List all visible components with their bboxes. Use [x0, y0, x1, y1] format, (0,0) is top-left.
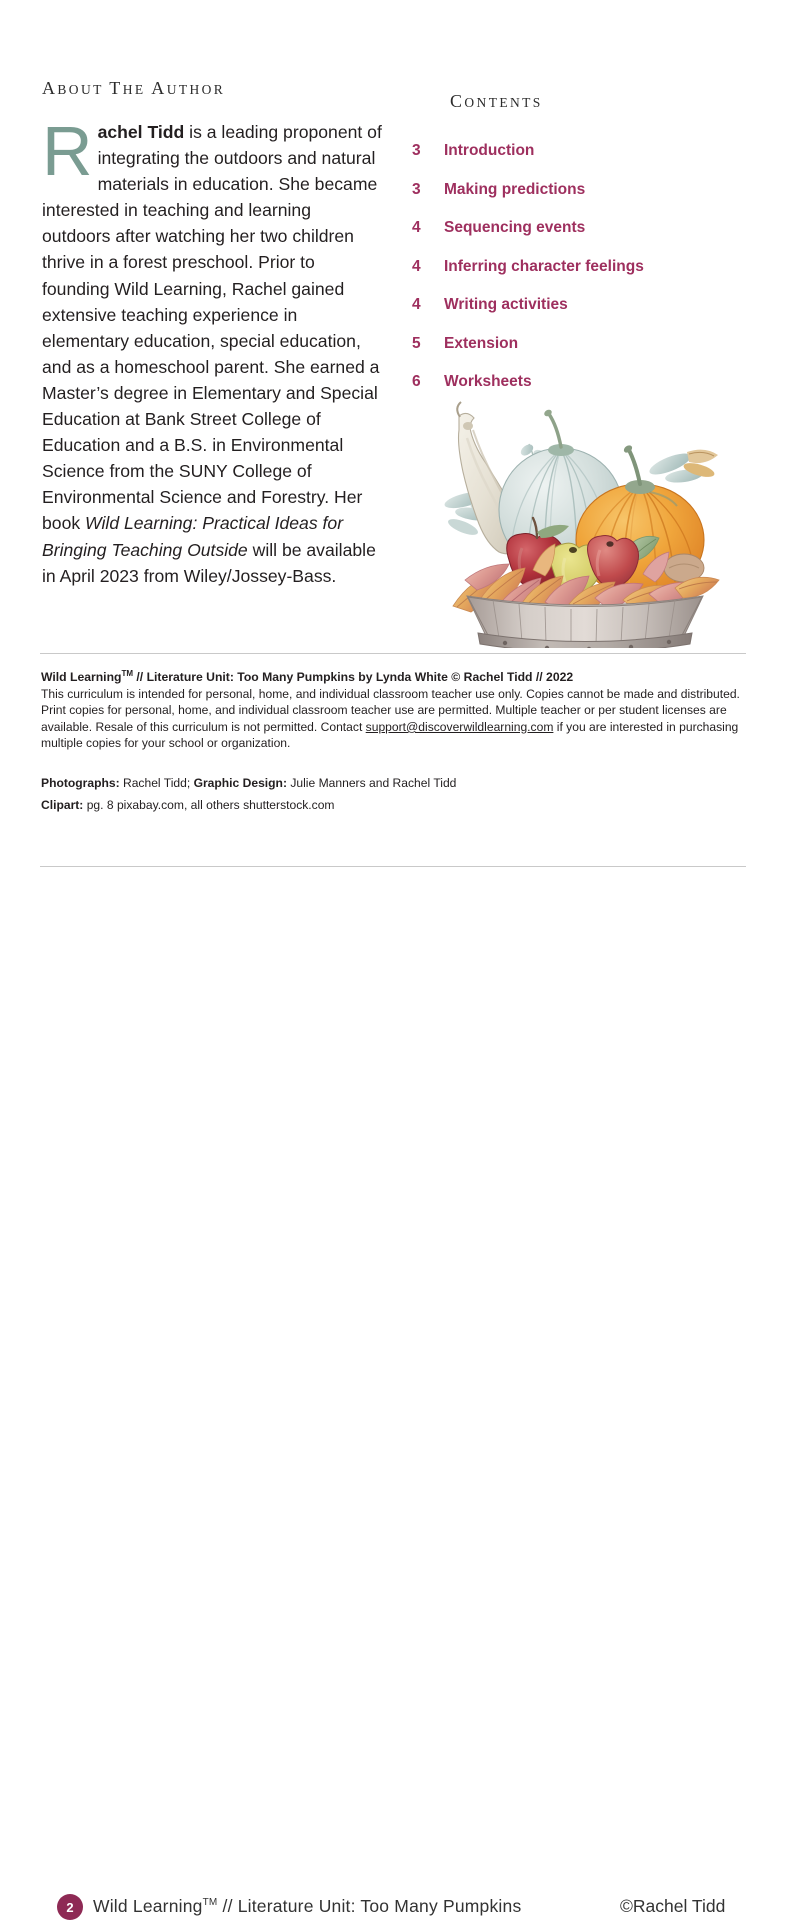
photographs-value: Rachel Tidd; — [119, 776, 194, 790]
copyright-body-part-2: if you are interested in purchasing multiple copies for your school or organization. — [41, 719, 739, 751]
toc-entry-extension[interactable] — [412, 335, 744, 353]
contents-column — [412, 78, 744, 412]
footer-title-before-tm: Wild Learning — [93, 1896, 203, 1916]
footer-copyright: ©Rachel Tidd — [620, 1896, 726, 1916]
author-bio-text-part-1: is a leading proponent of integrating the outdoors and natural materials in education. She became interested in teaching and learning outdoors after watching her two children thrive in a forest preschool. Prior to founding Wild Learning, Rachel gained extensive teaching experience in elementary education, special education, and as a homeschool parent. She earned a Master’s degree in Elementary and Special Education at Bank Street College of Education and a B.S. in Environmental Science from the SUNY College of Environmental Science and Forestry. Her book — [42, 122, 382, 534]
footer-title-after-tm: // Literature Unit: Too Many Pumpkins — [217, 1896, 522, 1916]
support-email-link[interactable]: support@discoverwildlearning.com — [365, 719, 554, 734]
toc-page-number: 4 — [412, 219, 421, 236]
author-name-bold: achel Tidd — [97, 122, 185, 142]
basket-of-pumpkins-illustration — [437, 392, 733, 648]
toc-page-number: 5 — [412, 334, 421, 352]
contents-heading: CONTENTS — [450, 91, 543, 111]
horizontal-rule-top — [40, 653, 746, 654]
table-of-contents-list — [412, 142, 744, 391]
about-the-author-column — [42, 78, 384, 589]
about-the-author-heading: ABOUT THE AUTHOR — [42, 78, 226, 98]
photographs-label: Photographs: — [41, 776, 120, 790]
toc-page-number: 3 — [412, 142, 421, 159]
toc-entry-writing-activities[interactable] — [412, 296, 744, 314]
author-bio-paragraph — [42, 112, 384, 589]
book-title-italic: Wild Learning: Practical Ideas for Bringing Teaching Outside — [42, 513, 344, 560]
page-footer — [0, 944, 786, 1916]
copyright-body-part-1: This curriculum is intended for personal, home, and individual classroom teacher use only. Copies cannot be made and distributed. Print copies for personal, home, and individual classroom teacher use are permitted. Multiple teacher or per student licenses are available. Resale of this curriculum is not permitted. Contact — [41, 687, 740, 734]
sage-leaves-right — [647, 449, 718, 484]
photographs-credit-line — [41, 772, 661, 794]
copyright-title — [41, 665, 751, 686]
toc-entry-label: Extension — [444, 334, 519, 352]
toc-entry-label: Introduction — [444, 142, 535, 159]
pumpkin-basket-svg — [437, 392, 733, 648]
toc-entry-inferring-character-feelings[interactable] — [412, 258, 744, 276]
top-content-area — [0, 0, 786, 648]
toc-entry-worksheets[interactable] — [412, 373, 744, 391]
footer-title — [93, 1896, 521, 1917]
toc-page-number: 4 — [412, 296, 421, 313]
copyright-title-before-tm: Wild Learning — [41, 670, 122, 685]
toc-entry-label: Inferring character feelings — [444, 257, 644, 275]
credits-block — [41, 772, 661, 816]
toc-entry-label: Making predictions — [444, 180, 586, 198]
clipart-credit-line — [41, 794, 661, 816]
footer-trademark-symbol: TM — [202, 1897, 218, 1909]
toc-entry-label: Writing activities — [444, 296, 568, 313]
toc-entry-sequencing-events[interactable] — [412, 219, 744, 237]
horizontal-rule-middle — [40, 866, 746, 867]
clipart-value: pg. 8 pixabay.com, all others shutterstock.com — [83, 798, 335, 812]
trademark-symbol: TM — [121, 669, 134, 678]
toc-entry-label: Sequencing events — [444, 219, 586, 236]
graphic-design-value: Julie Manners and Rachel Tidd — [286, 776, 457, 790]
author-bio-text-part-2: will be available in April 2023 from Wiley/Jossey-Bass. — [42, 539, 376, 586]
copyright-block — [41, 665, 751, 752]
copyright-body — [41, 686, 751, 752]
page-number-badge: 2 — [57, 1894, 83, 1920]
toc-page-number: 6 — [412, 373, 421, 390]
graphic-design-label: Graphic Design: — [193, 776, 287, 790]
toc-entry-making-predictions[interactable] — [412, 181, 744, 199]
toc-page-number: 3 — [412, 180, 421, 198]
toc-page-number: 4 — [412, 257, 421, 275]
toc-entry-introduction[interactable] — [412, 142, 744, 160]
copyright-title-after-tm: // Literature Unit: Too Many Pumpkins by Lynda White © Rachel Tidd // 2022 — [133, 670, 574, 685]
drop-cap-letter: R — [42, 112, 93, 190]
toc-entry-label: Worksheets — [444, 373, 532, 390]
clipart-label: Clipart: — [41, 798, 84, 812]
